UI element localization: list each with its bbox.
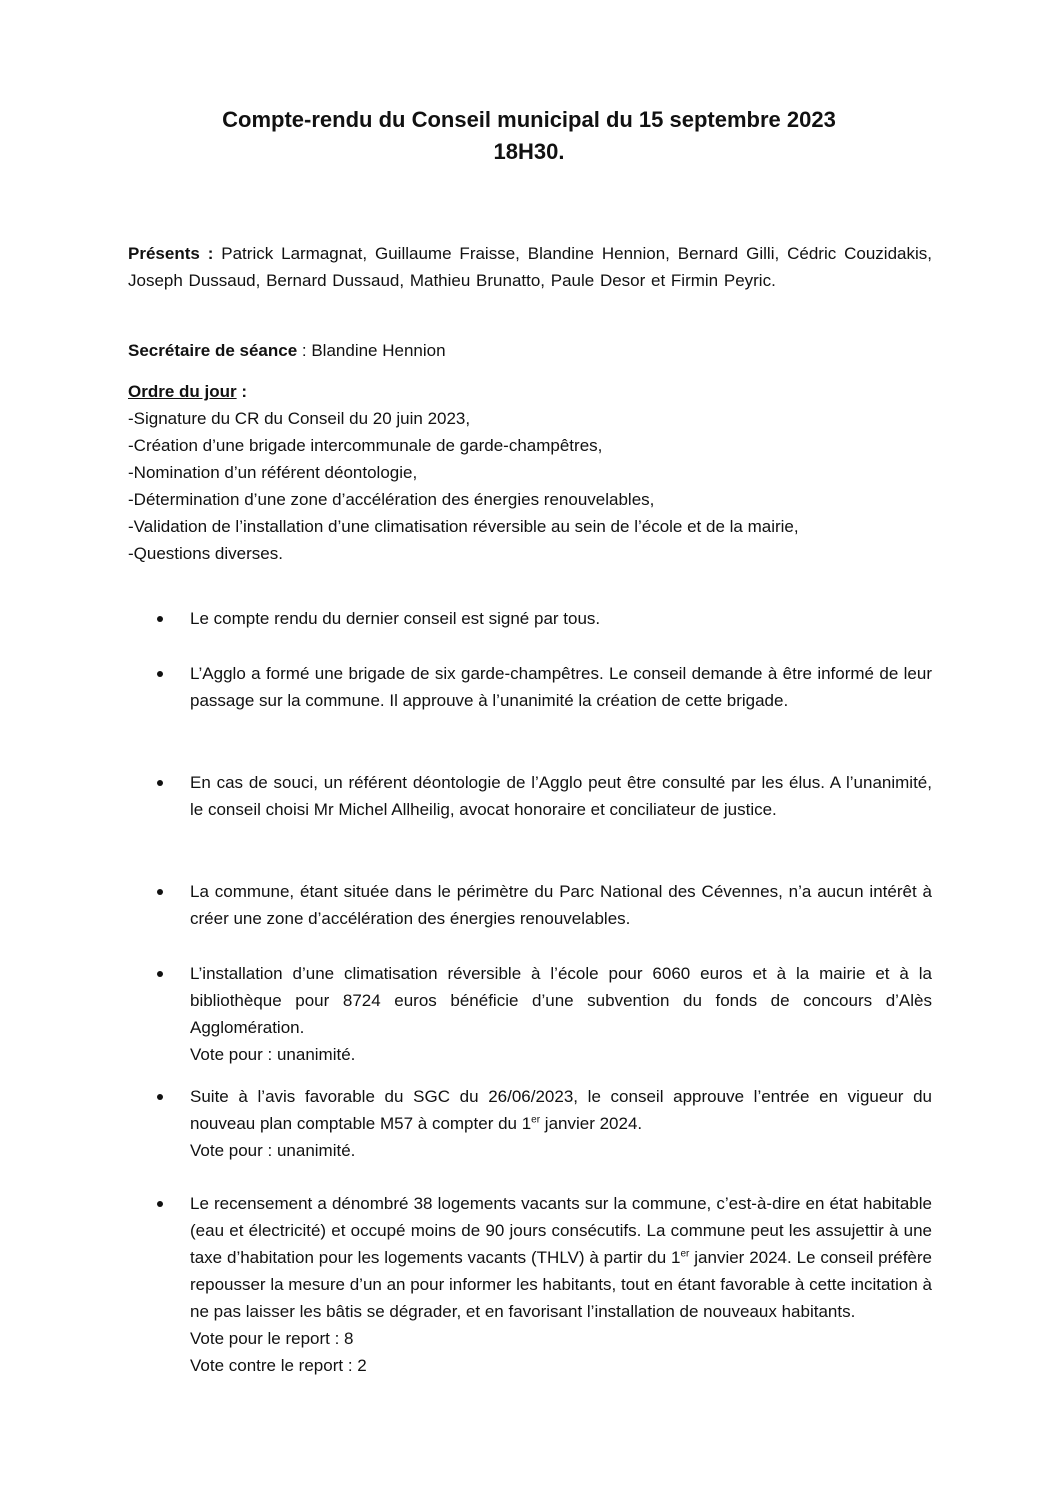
point-text: En cas de souci, un référent déontologie de l’Agglo peut être consulté par les élus. A l’unanimité, le conseil choisi Mr Michel Allheilig, avocat honoraire et conciliateur de justice. [190,773,932,819]
point-body [190,1190,932,1379]
ordinal-suffix: er [531,1114,541,1126]
point-text-part: Suite à l’avis favorable du SGC du 26/06/2023, le conseil approuve l’entrée en vigueur du nouveau plan comptable M57 à compter du 1 [190,1087,932,1133]
point-text: Le compte rendu du dernier conseil est signé par tous. [190,609,601,628]
agenda [128,378,932,567]
secretary-paragraph [128,337,932,364]
ordinal-suffix: er [680,1248,690,1260]
point-body [190,1083,932,1164]
point-text [190,1083,932,1137]
agenda-label-suffix: : [236,382,248,401]
agenda-item: -Création d’une brigade intercommunale de garde-champêtres, [128,436,603,455]
agenda-label: Ordre du jour [128,382,237,401]
minutes-point [150,769,932,823]
secretary-name: : Blandine Hennion [297,341,446,360]
vote-result: Vote contre le report : 2 [190,1356,367,1375]
minutes-point [150,605,932,632]
vote-result: Vote pour le report : 8 [190,1329,354,1348]
minutes-point [150,878,932,932]
agenda-item: -Signature du CR du Conseil du 20 juin 2023, [128,409,471,428]
point-body [190,960,932,1068]
vote-result: Vote pour : unanimité. [190,1141,356,1160]
minutes-point [150,660,932,714]
agenda-heading [128,378,932,405]
bullet-icon [157,1094,163,1100]
attendees-label: Présents : [128,244,214,263]
minutes-point [150,960,932,1068]
bullet-icon [157,616,163,622]
attendees-paragraph [128,240,932,294]
point-text-part: Le recensement a dénombré 38 logements vacants sur la commune, c’est-à-dire en état habitable (eau et électricité) et occupé moins de 90 jours consécutifs. La commune peut les assujettir à une taxe d’habitation pour les logements vacants (THLV) à partir du 1 [190,1194,932,1267]
vote-result: Vote pour : unanimité. [190,1045,356,1064]
agenda-item: -Questions diverses. [128,544,283,563]
bullet-icon [157,971,163,977]
title-line-2: 18H30. [493,139,565,164]
bullet-icon [157,671,163,677]
minutes-point [150,1083,932,1164]
point-text [190,1190,932,1325]
point-text: L’Agglo a formé une brigade de six garde-champêtres. Le conseil demande à être informé de leur passage sur la commune. Il approuve à l’unanimité la création de cette brigade. [190,664,932,710]
point-text: La commune, étant située dans le périmètre du Parc National des Cévennes, n’a aucun intérêt à créer une zone d’accélération des énergies renouvelables. [190,882,932,928]
agenda-item: -Nomination d’un référent déontologie, [128,463,418,482]
document-title [0,104,1058,168]
bullet-icon [157,1201,163,1207]
bullet-icon [157,780,163,786]
agenda-item: -Validation de l’installation d’une climatisation réversible au sein de l’école et de la mairie, [128,517,799,536]
point-text-part: janvier 2024. [540,1114,643,1133]
attendees-list: Patrick Larmagnat, Guillaume Fraisse, Blandine Hennion, Bernard Gilli, Cédric Couzidakis, Joseph Dussaud, Bernard Dussaud, Mathieu Brunatto, Paule Desor et Firmin Peyric. [128,244,932,290]
minutes-point [150,1190,932,1379]
point-text-part: janvier 2024. Le conseil préfère repousser la mesure d’un an pour informer les habitants, tout en étant favorable à cette incitation à ne pas laisser les bâtis se dégrader, et en favorisant l’installation de nouveaux habitants. [190,1248,932,1321]
bullet-icon [157,889,163,895]
secretary-label: Secrétaire de séance [128,341,298,360]
point-text: L’installation d’une climatisation réversible à l’école pour 6060 euros et à la mairie et à la bibliothèque pour 8724 euros bénéficie d’une subvention du fonds de concours d’Alès Agglomération. [190,964,932,1037]
title-line-1: Compte-rendu du Conseil municipal du 15 septembre 2023 [222,107,836,132]
agenda-item: -Détermination d’une zone d’accélération des énergies renouvelables, [128,490,655,509]
